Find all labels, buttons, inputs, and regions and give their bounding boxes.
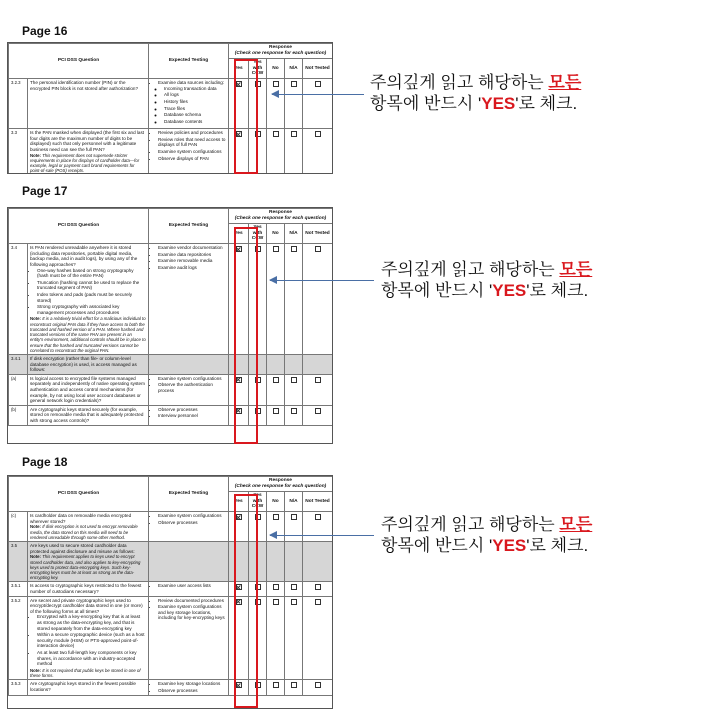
note-label: Note:	[30, 152, 41, 158]
question-cell	[28, 542, 149, 582]
na-checkbox[interactable]	[291, 246, 297, 252]
testing-cell	[149, 512, 229, 542]
note-text: This requirement applies to keys used to encrypt stored cardholder data, and also applies to key-encrypting keys used to protect data-encrypting keys. Such key-encrypting keys must be at least as strong as the data-encrypting key.	[30, 554, 141, 581]
testing-item: • Review roles that need access to displays of full PAN	[158, 137, 226, 148]
note-text: It is a relatively trivial effort for a malicious individual to reconstruct original PAN data if they have access to both the truncated and hashed version of a PAN. Where hashed and truncated versions of the same PAN are present in an entity's environment, additional controls should be in place to ensure that the hashed and truncated versions cannot be correlated to reconstruct the original PAN.	[30, 316, 146, 353]
not-tested-checkbox[interactable]	[315, 408, 321, 414]
yes-column-highlight	[234, 494, 258, 708]
arrow-left-icon	[270, 280, 374, 281]
na-checkbox[interactable]	[291, 599, 297, 605]
question-bullet: • Encrypted with a key-encrypting key that is at least as strong as the data-encrypting key, and that is stored separately from the data-encrypting key	[37, 614, 146, 631]
response-title: Response	[269, 45, 292, 50]
na-checkbox[interactable]	[291, 682, 297, 688]
table-row	[9, 354, 333, 374]
response-header	[229, 44, 333, 59]
form-page-16	[7, 42, 333, 174]
requirement-number: 3.2.3	[9, 79, 28, 129]
testing-item: • Examine removable media	[158, 258, 226, 264]
question-header: PCI DSS Question	[9, 477, 149, 512]
no-checkbox[interactable]	[273, 377, 279, 383]
no-checkbox[interactable]	[273, 246, 279, 252]
requirement-number: 3.5.2	[9, 596, 28, 680]
not-tested-checkbox[interactable]	[315, 377, 321, 383]
form-page-17	[7, 207, 333, 444]
col-not-tested: Not Tested	[303, 58, 333, 79]
col-yes-ccw: Yes with CCW	[249, 491, 267, 512]
response-header	[229, 477, 333, 492]
question-bullet: • Within a secure cryptographic device (such as a host security module (HSM) or PTS-approved point-of-interaction device)	[37, 632, 146, 649]
question-text: Is the PAN masked when displayed (the first six and last four digits are the maximum number of digits to be displayed) such that only personnel with a legitimate business need can see the full PAN?	[30, 130, 145, 152]
question-header: PCI DSS Question	[9, 44, 149, 79]
callout-line2-end: '로 체크.	[526, 281, 589, 301]
yes-column-highlight	[234, 227, 258, 444]
callout-line2-text: 항목에 반드시 '	[381, 536, 493, 556]
testing-item: • Examine system configurations	[158, 376, 226, 382]
col-yes-ccw: Yes with CCW	[249, 58, 267, 79]
testing-cell	[149, 79, 229, 129]
question-header: PCI DSS Question	[9, 209, 149, 244]
callout-highlight: 모든	[548, 73, 582, 92]
na-checkbox[interactable]	[291, 377, 297, 383]
question-bullet: • Strong cryptography with associated key management processes and procedures	[37, 304, 146, 315]
not-tested-checkbox[interactable]	[315, 599, 321, 605]
form-page-18	[7, 475, 333, 709]
page-label: Page 17	[22, 184, 68, 198]
note-text: This requirement does not supersede stricter requirements in place for displays of cardholder data—for example, legal or payment card brand requirements for point-of-sale (POS) receipts.	[30, 152, 140, 174]
testing-item: • Examine audit logs	[158, 265, 226, 271]
testing-item: • Examine system configurations	[158, 513, 226, 519]
question-text: Is access to cryptographic keys restricted to the fewest number of custodians necessary?	[28, 582, 149, 596]
question-text: Are cryptographic keys stored securely (for example, stored on removable media that is adequately protected with strong access controls)?	[28, 405, 149, 425]
na-checkbox[interactable]	[291, 514, 297, 520]
col-not-tested: Not Tested	[303, 223, 333, 244]
testing-item: • Examine system configurations	[158, 149, 226, 155]
callout-line2-text: 항목에 반드시 '	[370, 94, 482, 114]
question-bullet: • Index tokens and pads (pads must be securely stored)	[37, 292, 146, 303]
testing-item: • Observe processes	[158, 520, 226, 526]
na-checkbox[interactable]	[291, 408, 297, 414]
callout-line2-end: '로 체크.	[526, 536, 589, 556]
table-row	[9, 680, 333, 696]
table-row	[9, 129, 333, 174]
question-text: Is PAN rendered unreadable anywhere it is stored (including data repositories, portable digital media, backup media, and in audit logs), by using any of the following approaches?	[30, 245, 138, 267]
note-label: Note:	[30, 554, 41, 560]
callout-yes: YES	[492, 536, 527, 556]
testing-cell	[149, 596, 229, 680]
col-no: No	[267, 58, 285, 79]
testing-item: • Observe processes	[158, 407, 226, 413]
table-row	[9, 542, 333, 582]
instruction-callout	[370, 72, 581, 115]
table-row	[9, 244, 333, 355]
testing-subitem: ◦ Incoming transaction data	[164, 86, 226, 92]
table-row	[9, 596, 333, 680]
response-subtitle: (Check one response for each question)	[234, 483, 327, 489]
requirement-number: 3.3	[9, 129, 28, 174]
no-checkbox[interactable]	[273, 584, 279, 590]
testing-cell	[149, 405, 229, 425]
testing-header: Expected Testing	[149, 209, 229, 244]
callout-line2-text: 항목에 반드시 '	[381, 281, 493, 301]
no-checkbox[interactable]	[273, 682, 279, 688]
no-checkbox[interactable]	[273, 408, 279, 414]
testing-subitem: ◦ History files	[164, 99, 226, 105]
question-text: The personal identification number (PIN) or the encrypted PIN block is not stored after authorization?	[28, 79, 149, 129]
table-row	[9, 374, 333, 405]
callout-yes: YES	[481, 94, 516, 114]
question-bullet: • As at least two full-length key components or key shares, in accordance with an industry-accepted method	[37, 650, 146, 667]
testing-item: Examine data sources including:	[158, 80, 225, 86]
requirement-number: 3.4	[9, 244, 28, 355]
testing-item: • Examine key storage locations	[158, 681, 226, 687]
instruction-callout	[381, 514, 592, 557]
no-checkbox[interactable]	[273, 514, 279, 520]
requirement-number: 3.5.1	[9, 582, 28, 596]
col-na: N/A	[285, 223, 303, 244]
not-tested-checkbox[interactable]	[315, 514, 321, 520]
testing-item: • Interview personnel	[158, 413, 226, 419]
callout-highlight: 모든	[559, 515, 593, 534]
testing-item: • Examine vendor documentation	[158, 245, 226, 251]
question-cell	[28, 596, 149, 680]
testing-subitem: ◦ Database schema	[164, 112, 226, 118]
table-row	[9, 405, 333, 425]
page-label: Page 16	[22, 24, 68, 38]
col-na: N/A	[285, 491, 303, 512]
requirement-number: (b)	[9, 405, 28, 425]
col-no: No	[267, 223, 285, 244]
testing-cell	[149, 244, 229, 355]
response-header	[229, 209, 333, 224]
testing-cell	[149, 374, 229, 405]
testing-header: Expected Testing	[149, 44, 229, 79]
testing-item: • Observe the authentication process	[158, 382, 226, 393]
na-checkbox[interactable]	[291, 131, 297, 137]
question-text: Are cryptographic keys stored in the fewest possible locations?	[28, 680, 149, 696]
testing-cell	[149, 680, 229, 696]
col-not-tested: Not Tested	[303, 491, 333, 512]
col-no: No	[267, 491, 285, 512]
question-text: Is logical access to encrypted file systems managed separately and independently of native operating system authentication and access control mechanisms (for example, by not using local user account databases or general network login credentials)?	[28, 374, 149, 405]
col-yes: Yes	[229, 58, 249, 79]
note-text: It is not required that public keys be stored in one of these forms.	[30, 667, 141, 679]
callout-line2-end: '로 체크.	[515, 94, 578, 114]
response-subtitle: (Check one response for each question)	[234, 215, 327, 221]
na-checkbox[interactable]	[291, 81, 297, 87]
table-row	[9, 79, 333, 129]
testing-item: • Observe displays of PAN	[158, 156, 226, 162]
callout-line1-text: 주의깊게 읽고 해당하는	[370, 73, 549, 92]
question-cell	[28, 129, 149, 174]
yes-column-highlight	[234, 59, 258, 174]
arrow-left-icon	[270, 535, 374, 536]
requirement-number: 3.4.1	[9, 354, 28, 374]
requirement-number: (a)	[9, 374, 28, 405]
testing-subitem: ◦ All logs	[164, 92, 226, 98]
question-text: Are keys used to secure stored cardholder data protected against disclosure and misuse as follows:	[30, 543, 135, 554]
not-tested-checkbox[interactable]	[315, 246, 321, 252]
arrow-left-icon	[272, 94, 364, 95]
response-title: Response	[269, 210, 292, 215]
requirement-number: (c)	[9, 512, 28, 542]
page-label: Page 18	[22, 455, 68, 469]
requirement-number: 3.5.3	[9, 680, 28, 696]
testing-subitem: ◦ Trace files	[164, 106, 226, 112]
table-row	[9, 582, 333, 596]
col-na: N/A	[285, 58, 303, 79]
na-checkbox[interactable]	[291, 584, 297, 590]
question-text: If disk encryption (rather than file- or column-level database encryption) is used, is access managed as follows:	[28, 354, 149, 374]
table-row	[9, 512, 333, 542]
question-text: Are secret and private cryptographic keys used to encrypt/decrypt cardholder data stored in one (or more) of the following forms at all times?	[30, 597, 143, 614]
testing-item: • Examine system configurations and key storage locations, including for key-encrypting keys	[158, 604, 226, 621]
response-title: Response	[269, 478, 292, 483]
note-label: Note:	[30, 316, 41, 322]
testing-cell	[149, 129, 229, 174]
not-tested-checkbox[interactable]	[315, 584, 321, 590]
question-cell	[28, 512, 149, 542]
question-text: Is cardholder data on removable media encrypted wherever stored?	[30, 513, 132, 524]
not-tested-checkbox[interactable]	[315, 131, 321, 137]
note-label: Note:	[30, 524, 41, 530]
instruction-callout	[381, 259, 592, 302]
col-yes: Yes	[229, 223, 249, 244]
col-yes: Yes	[229, 491, 249, 512]
requirement-number: 3.5	[9, 542, 28, 582]
testing-cell	[149, 582, 229, 596]
testing-item: • Observe processes	[158, 688, 226, 694]
callout-highlight: 모든	[559, 260, 593, 279]
testing-header: Expected Testing	[149, 477, 229, 512]
testing-item: • Examine user access lists	[158, 583, 226, 589]
testing-item: • Examine data repositories	[158, 252, 226, 258]
callout-line1-text: 주의깊게 읽고 해당하는	[381, 260, 560, 279]
note-label: Note:	[30, 667, 41, 673]
response-subtitle: (Check one response for each question)	[234, 50, 327, 56]
note-text: If disk encryption is not used to encrypt removable media, the data stored on this media will need to be rendered unreadable through some other method.	[30, 524, 138, 540]
question-bullet: • Truncation (hashing cannot be used to replace the truncated segment of PAN)	[37, 280, 146, 291]
col-yes-ccw: Yes with CCW	[249, 223, 267, 244]
no-checkbox[interactable]	[273, 599, 279, 605]
testing-subitem: ◦ Database contents	[164, 119, 226, 125]
callout-yes: YES	[492, 281, 527, 301]
question-bullet: • One-way hashes based on strong cryptography (hash must be of the entire PAN)	[37, 268, 146, 279]
not-tested-checkbox[interactable]	[315, 682, 321, 688]
no-checkbox[interactable]	[273, 131, 279, 137]
testing-item: • Review policies and procedures	[158, 130, 226, 136]
callout-line1-text: 주의깊게 읽고 해당하는	[381, 515, 560, 534]
testing-item: • Review documented procedures	[158, 598, 226, 604]
question-cell	[28, 244, 149, 355]
no-checkbox[interactable]	[273, 81, 279, 87]
not-tested-checkbox[interactable]	[315, 81, 321, 87]
